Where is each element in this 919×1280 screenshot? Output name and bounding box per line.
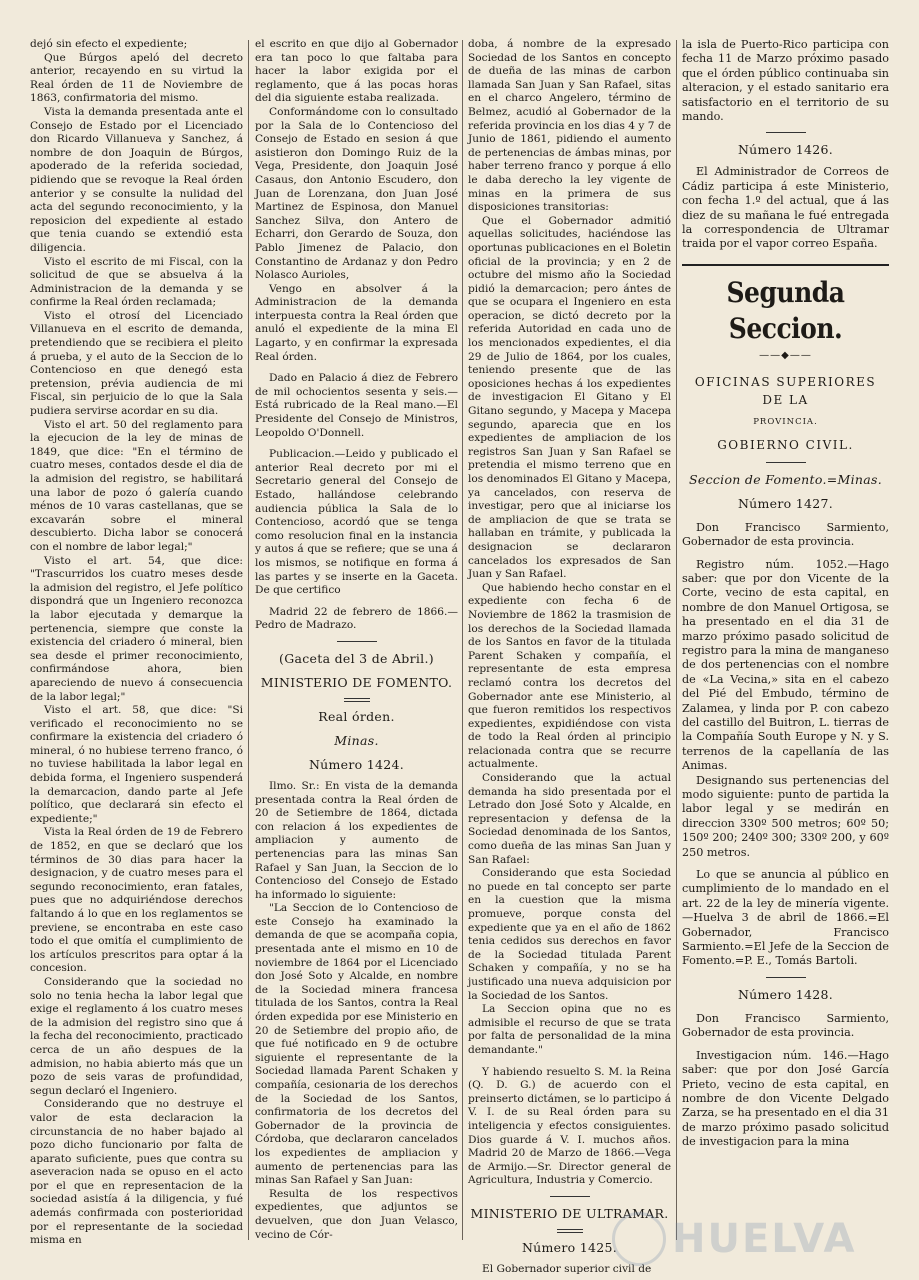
ministry-heading: MINISTERIO DE FOMENTO.: [260, 674, 453, 690]
heading: OFICINAS SUPERIORES DE LA: [694, 375, 877, 408]
column-rule: [462, 40, 463, 1240]
column-rule: [676, 40, 677, 1240]
paragraph: Y habiendo resuelto S. M. la Reina (Q. D. G.) de acuerdo con el preinserto dictámen, se lo participo á V. I. de su Real órden para su inteligencia y efectos consiguientes. Dios guarde á V. I. muchos años. Madrid 20 de Marzo de 1866.—Vega de Armijo.—Sr. Director general de Agricultura, Industria y Comercio.: [468, 1065, 671, 1187]
paragraph: Investigacion núm. 146.—Hago saber: que por don José García Prieto, vecino de esta capital, en nombre de don Vicente Delgado Zarza, se ha presentado en el dia 31 de marzo próximo pasado solicitud de investigacion para la mina: [682, 1048, 889, 1149]
paragraph: Don Francisco Sarmiento, Gobernador de esta provincia.: [682, 1011, 889, 1040]
paragraph: Considerando que esta Sociedad no puede en tal concepto ser parte en la cuestion que la misma promueve, porque consta del expediente que ya en el año de 1862 tenia cedidos sus derechos en favor de la Sociedad titulada Parent Schaken y compañía, y no se ha justificado una nueva adquisicion por la Sociedad de los Santos.: [468, 867, 671, 1002]
paragraph: Ilmo. Sr.: En vista de la demanda presentada contra la Real órden de 20 de Setiembre de 1864, dictada con relacion á los expedientes de ampliacion y aumento de pertenencias para las minas San Rafael y San Juan, la Seccion de lo Contencioso del Consejo de Estado ha informado lo siguiente:: [255, 779, 458, 901]
column-4: [682, 38, 889, 1243]
paragraph: Visto el art. 58, que dice: "Si verificado el reconocimiento no se confirmare la existencia del criadero ó mineral, ó no hubiese terreno franco, ó no tuviese habilitada la labor legal en debida forma, el Ingeniero suspenderá la demarcacion, dando parte al Jefe político, que declarará sin efecto el expediente;": [30, 704, 243, 825]
separator: [557, 1229, 583, 1233]
paragraph: Dado en Palacio á diez de Febrero de mil ochocientos sesenta y seis.—Está rubricado de la Real mano.—El Presidente del Consejo de Ministros, Leopoldo O'Donnell.: [255, 372, 458, 439]
heading: Real órden.: [318, 708, 395, 724]
paragraph: Conformándome con lo consultado por la Sala de lo Contencioso del Consejo de Estado en sesion á que asistieron don Domingo Ruiz de la Vega, Presidente, don Joaquin José Casaus, don Antonio Escudero, don Juan de Lorenzana, don Juan José Martinez de Espinosa, don Manuel Sanchez Silva, don Antero de Echarri, don Gerardo de Souza, don Pablo Jimenez de Palacio, don Constantino de Ardanaz y don Pedro Nolasco Aurioles,: [255, 105, 458, 282]
paragraph: Que el Gobernador admitió aquellas solicitudes, haciéndose las oportunas publicaciones en el Boletin oficial de la provincia; y en 2 de octubre del mismo año la Sociedad pidió la demarcacion; pero ántes de que se ocupara el Ingeniero en esta operacion, se dictó decreto por la referida Autoridad en cada uno de los mencionados expedientes, el dia 29 de Julio de 1864, por los cuales, teniendo presente que de las oposiciones hechas á los expedientes de investigacion El Gitano y El Gitano segundo, y Macepa y Macepa segundo, aparecia que en los expedientes de ampliacion de los registros San Juan y San Rafael se pretendia el mismo terreno que en los denominados El Gitano y Macepa, ya cancelados, con reserva de investigar, pero que al iniciarse los de ampliacion de que se trata se hallaban en trámite, y publicada la designacion se declararon cancelados los expresados de San Juan y San Rafael.: [468, 214, 671, 581]
heading: GOBIERNO CIVIL.: [717, 437, 854, 452]
watermark-logo-icon: [612, 1212, 666, 1266]
paragraph: Vengo en absolver á la Administracion de la demanda interpuesta contra la Real órden que anuló el expediente de la mina El Lagarto, y en confirmar la expresada Real órden.: [255, 282, 458, 363]
number-heading: Número 1425.: [521, 1239, 618, 1255]
paragraph: Madrid 22 de febrero de 1866.—Pedro de Madrazo.: [255, 605, 458, 632]
watermark-text: HUELVA: [672, 1216, 857, 1262]
paragraph: Registro núm. 1052.—Hago saber: que por don Vicente de la Corte, vecino de esta capital, en nombre de don Manuel Ortigosa, se ha presentado en el dia 31 de marzo próximo pasado solicitud de registro para la mina de manganeso de dos pertenencias con el nombre de «La Vecina,» sita en el cabezo del Pié del Embudo, término de Zalamea, y linda por P. con cabezo del castillo del Buitron, L. tierras de la Compañía South Europe y N. y S. terrenos de la capellanía de las Animas.: [682, 557, 889, 773]
paragraph: Publicacion.—Leido y publicado el anterior Real decreto por mi el Secretario general del Consejo de Estado, hallándose celebrando audiencia pública la Sala de lo Contencioso, acordó que se tenga como resolucion final en la instancia y autos á que se refiere; que se una á los mismos, se notifique en forma á las partes y se inserte en la Gaceta. De que certifico: [255, 448, 458, 597]
paragraph: el escrito en que dijo al Gobernador era tan poco lo que faltaba para hacer la labor exigida por el reglamento, que á las pocas horas del dia siguiente estaba realizada.: [255, 38, 458, 105]
paragraph: Vista la demanda presentada ante el Consejo de Estado por el Licenciado don Ricardo Villanueva y Sanchez, á nombre de don Joaquin de Búrgos, apoderado de la referida sociedad, pidiendo que se revoque la Real órden anterior y se consulte la nulidad del acta del segundo reconocimiento, y la reposicion del expediente al estado que tenia cuando se extendió esta diligencia.: [30, 105, 243, 254]
separator: [344, 698, 370, 702]
archive-watermark: [612, 1200, 912, 1270]
column-1: [30, 38, 243, 1247]
paragraph: Vista la Real órden de 19 de Febrero de 1852, en que se declaró que los términos de 30 dias para hacer la designacion, y de cuatro meses para el segundo reconocimiento, eran fatales, pues que no adquiriéndose derechos faltando á lo que en los reglamentos se previene, se encontraba en este caso todo el que omitía el cumplimiento de los artículos prescritos para optar á la concesion.: [30, 826, 243, 975]
paragraph: Considerando que la actual demanda ha sido presentada por el Letrado don José Soto y Alcalde, en representacion y defensa de la Sociedad denominada de los Santos, como dueña de las minas San Juan y San Rafael:: [468, 772, 671, 866]
ornament-divider: ——◆——: [759, 349, 812, 361]
paragraph: "La Seccion de lo Contencioso de este Consejo ha examinado la demanda de que se acompaña copia, presentada ante el mismo en 10 de noviembre de 1864 por el Licenciado don José Soto y Alcalde, en nombre de la Sociedad minera francesa titulada de los Santos, contra la Real órden expedida por ese Ministerio en 20 de Setiembre del propio año, de que fué notificado en 9 de octubre siguiente el representante de la Sociedad llamada Parent Schaken y compañía, cesionaria de los derechos de la Sociedad de los Santos, confirmatoria de los decretos del Gobernador de la provincia de Córdoba, que declararon cancelados los expedientes de ampliacion y aumento de pertenencias para las minas San Rafael y San Juan:: [255, 902, 458, 1187]
separator: [766, 977, 806, 978]
paragraph: El Gobernador superior civil de: [482, 1262, 652, 1275]
number-heading: Número 1428.: [737, 986, 834, 1002]
paragraph: Designando sus pertenencias del modo siguiente: punto de partida la labor legal y se medirán en direccion 330º 500 metros; 60º 50; 150º 200; 240º 300; 330º 200, y 60º 250 metros.: [682, 773, 889, 859]
section-title: Segunda Seccion.: [726, 276, 845, 345]
separator: [766, 132, 806, 133]
paragraph: Visto el art. 50 del reglamento para la ejecucion de la ley de minas de 1849, que dice: "En el término de cuatro meses, contados desde el dia de la admision del registro, se habilitará una labor de pozo ó galería cuando ménos de 10 varas castellanas, que se excavarán sobre el mineral descubierto. Dicha labor se conocerá con el nombre de labor legal;": [30, 418, 243, 553]
paragraph: Lo que se anuncia al público en cumplimiento de lo mandado en el art. 22 de la ley de minería vigente. —Huelva 3 de abril de 1866.=El Gobernador, Francisco Sarmiento.=El Jefe de la Seccion de Fomento.=P. E., Tomás Bartoli.: [682, 868, 889, 968]
heading: Minas.: [334, 732, 379, 748]
paragraph: Que habiendo hecho constar en el expediente con fecha 6 de Noviembre de 1862 la trasmision de los derechos de la Sociedad llamada de los Santos en favor de la titulada Parent Schaken y compañía, el representante de esta empresa reclamó contra los decretos del Gobernador ante ese Ministerio, al que fueron remitidos los respectivos expedientes, expidiéndose con vista de todo la Real órden al principio relacionada contra que se recurre actualmente.: [468, 581, 671, 771]
section-rule: [682, 264, 889, 269]
paragraph: Considerando que la sociedad no solo no tenia hecha la labor legal que exige el reglamento á los cuatro meses de la admision del registro sino que á la fecha del reconocimiento, practicado cerca de un año despues de la admision, no habia abierto más que un pozo de seis varas de profundidad, segun declaró el Ingeniero.: [30, 975, 243, 1097]
paragraph: Don Francisco Sarmiento, Gobernador de esta provincia.: [682, 520, 889, 549]
number-heading: Número 1426.: [737, 142, 834, 158]
subsection-heading: Seccion de Fomento.=Minas.: [689, 471, 882, 487]
paragraph: la isla de Puerto-Rico participa con fecha 11 de Marzo próximo pasado que el órden público continuaba sin alteracion, y el estado sanitario era satisfactorio en el territorio de su mando.: [682, 38, 889, 124]
paragraph: Visto el otrosí del Licenciado Villanueva en el escrito de demanda, pretendiendo que se recibiera el pleito á prueba, y el auto de la Seccion de lo Contencioso en que denegó esta pretension, prévia audiencia de mi Fiscal, sin perjuicio de lo que la Sala pudiera servirse acordar en su dia.: [30, 309, 243, 418]
paragraph: Visto el art. 54, que dice: "Trascurridos los cuatro meses desde la admision del registro, el Jefe político dispondrá que un Ingeniero reconozca la labor ejecutada y demarque la pertenencia, siempre que conste la existencia del criadero ó mineral, bien sea desde el primer reconocimiento, confirmándose ahora, bien apareciendo de nuevo á consecuencia de la labor legal;": [30, 554, 243, 703]
paragraph: El Administrador de Correos de Cádiz participa á este Ministerio, con fecha 1.º del actual, que á las diez de su mañana le fué entregada la correspondencia de Ultramar traida por el vapor correo España.: [682, 165, 889, 251]
paragraph: doba, á nombre de la expresado Sociedad de los Santos en concepto de dueña de las minas de carbon llamada San Juan y San Rafael, sitas en el charco Angelero, término de Belmez, acudió al Gobernador de la referida provincia en los dias 4 y 7 de Junio de 1861, pidiendo el aumento de pertenencias de ámbas minas, por haber terreno franco y porque á ello le daba derecho la ley vigente de minas en la primera de sus disposiciones transitorias:: [468, 38, 671, 214]
gazette-date: (Gaceta del 3 de Abril.): [279, 650, 434, 666]
paragraph: Resulta de los respectivos expedientes, que adjuntos se devuelven, que don Juan Velasco, vecino de Cór-: [255, 1187, 458, 1241]
number-heading: Número 1427.: [737, 495, 834, 511]
number-heading: Número 1424.: [308, 756, 405, 772]
column-3: [468, 38, 671, 1275]
column-rule: [248, 40, 249, 1240]
separator: [337, 641, 377, 642]
separator: [550, 1196, 590, 1197]
paragraph: La Seccion opina que no es admisible el recurso de que se trata por falta de personalidad de la mina demandante.": [468, 1003, 671, 1056]
separator: [766, 462, 806, 463]
ministry-heading: MINISTERIO DE ULTRAMAR.: [470, 1205, 669, 1221]
paragraph: Que Búrgos apeló del decreto anterior, recayendo en su virtud la Real órden de 11 de Noviembre de 1863, confirmatoria del mismo.: [30, 51, 243, 105]
paragraph: dejó sin efecto el expediente;: [30, 38, 188, 50]
paragraph: Considerando que no destruye el valor de esta declaracion la circunstancia de no haber bajado al pozo dicho funcionario por falta de aparato suficiente, pues que contra su aseveracion nada se opuso en el acto por el que en representacion de la sociedad asistía á la diligencia, y fué además confirmada con posterioridad por el representante de la sociedad misma en: [30, 1098, 243, 1247]
heading: PROVINCIA.: [753, 417, 818, 428]
column-2: [255, 38, 458, 1243]
paragraph: Visto el escrito de mi Fiscal, con la solicitud de que se absuelva á la Administracion de la demanda y se confirme la Real órden reclamada;: [30, 255, 243, 309]
